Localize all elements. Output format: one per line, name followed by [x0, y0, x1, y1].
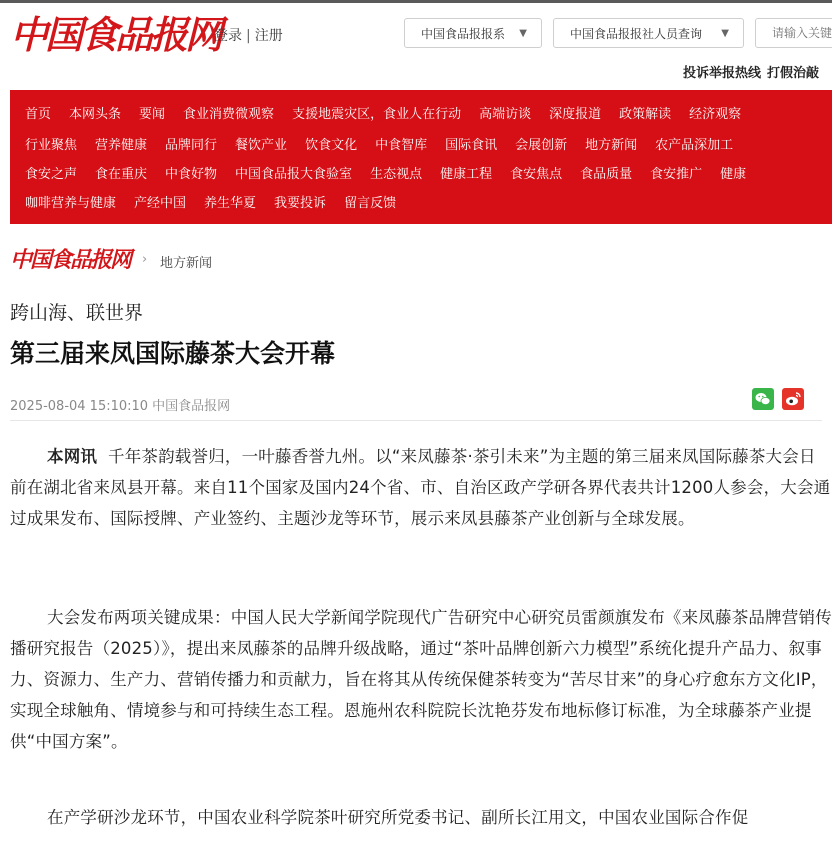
nav-item[interactable]: 饮食文化 — [305, 138, 358, 153]
newspaper-system-dropdown[interactable] — [404, 18, 542, 48]
nav-item[interactable]: 食安焦点 — [510, 167, 563, 182]
nav-item[interactable]: 健康工程 — [440, 167, 493, 182]
login-link[interactable]: 登录 — [214, 28, 242, 44]
anti-counterfeit-link[interactable]: 打假治敲 — [767, 66, 820, 81]
nav-item[interactable]: 本网头条 — [69, 107, 122, 122]
nav-item[interactable]: 国际食讯 — [445, 138, 498, 153]
nav-item[interactable]: 产经中国 — [134, 196, 187, 211]
nav-item[interactable]: 生态视点 — [370, 167, 423, 182]
nav-item[interactable]: 深度报道 — [549, 107, 602, 122]
nav-item[interactable]: 养生华夏 — [204, 196, 257, 211]
article-subtitle: 跨山海、联世界 — [10, 302, 144, 324]
chevron-right-icon: › — [142, 252, 148, 267]
nav-row-3 — [25, 160, 764, 189]
breadcrumb-category[interactable]: 地方新闻 — [160, 256, 213, 271]
nav-item[interactable]: 食安之声 — [25, 167, 78, 182]
meta-divider — [10, 420, 822, 421]
nav-item[interactable]: 行业聚焦 — [25, 138, 78, 153]
nav-item[interactable]: 咖啡营养与健康 — [25, 196, 117, 211]
dropdown-label: 中国食品报报社人员查询 — [570, 27, 703, 41]
paragraph-text: 千年茶韵载誉归，一叶藤香誉九州。以“来凤藤茶·茶引未来”为主题的第三届来凤国际藤茶大会日前在湖北省来凤县开幕。来自11个国家及国内24个省、市、自治区政产学研各界代表共计1200人参会，大会通过成果发布、国际授牌、产业签约、主题沙龙等环节，展示来凤县藤茶产业创新与全球发展。 — [10, 447, 831, 528]
nav-row-2 — [25, 131, 751, 160]
hotline-links — [683, 62, 825, 81]
nav-item[interactable]: 高端访谈 — [479, 107, 532, 122]
staff-query-dropdown[interactable] — [553, 18, 744, 48]
dropdown-label: 中国食品报报系 — [421, 27, 506, 41]
article-source: 中国食品报网 — [152, 399, 231, 414]
nav-item[interactable]: 要闻 — [139, 107, 166, 122]
nav-row-1 — [25, 100, 759, 129]
nav-item[interactable]: 餐饮产业 — [235, 138, 288, 153]
chevron-down-icon: ▼ — [519, 28, 527, 39]
article-paragraph — [10, 441, 832, 534]
nav-item[interactable]: 政策解读 — [619, 107, 672, 122]
article-paragraph: 大会发布两项关键成果：中国人民大学新闻学院现代广告研究中心研究员雷颜旗发布《来凤藤茶品牌营销传播研究报告（2025）》，提出来凤藤茶的品牌升级战略，通过“茶叶品牌创新六力模型”系统化提升产品力、叙事力、资源力、生产力、营销传播力和贡献力，旨在将其从传统保健茶转变为“苦尽甘来”的身心疗愈东方文化IP，实现全球触角、情境参与和可持续生态工程。恩施州农科院院长沈艳芬发布地标修订标准，为全球藤茶产业提供“中国方案”。 — [10, 608, 832, 751]
nav-item[interactable]: 留言反馈 — [344, 196, 397, 211]
nav-item[interactable]: 健康 — [720, 167, 747, 182]
nav-item[interactable]: 食品质量 — [580, 167, 633, 182]
nav-item[interactable]: 营养健康 — [95, 138, 148, 153]
main-nav — [10, 90, 832, 224]
breadcrumb-home-logo[interactable]: 中国食品报网 — [10, 247, 131, 273]
weibo-icon — [782, 388, 804, 410]
weibo-share-button[interactable] — [782, 388, 804, 410]
wechat-share-button[interactable] — [752, 388, 774, 410]
nav-item[interactable]: 中食智库 — [375, 138, 428, 153]
nav-item[interactable]: 食安推广 — [650, 167, 703, 182]
nav-item[interactable]: 地方新闻 — [585, 138, 638, 153]
chevron-down-icon: ▼ — [721, 28, 729, 39]
nav-item[interactable]: 农产品深加工 — [655, 138, 734, 153]
auth-links — [214, 25, 283, 45]
nav-item[interactable]: 支援地震灾区，食业人在行动 — [292, 107, 462, 122]
nav-row-4 — [25, 189, 414, 218]
search-input[interactable] — [755, 18, 832, 48]
lead-label: 本网讯 — [47, 447, 98, 466]
auth-separator: | — [246, 28, 251, 44]
nav-item[interactable]: 食在重庆 — [95, 167, 148, 182]
nav-item[interactable]: 首页 — [25, 107, 52, 122]
nav-item[interactable]: 中食好物 — [165, 167, 218, 182]
site-logo[interactable]: 中国食品报网 — [10, 12, 221, 57]
nav-item[interactable]: 我要投诉 — [274, 196, 327, 211]
nav-item[interactable]: 食业消费微观察 — [183, 107, 275, 122]
nav-item[interactable]: 会展创新 — [515, 138, 568, 153]
top-border — [0, 0, 832, 3]
register-link[interactable]: 注册 — [254, 28, 283, 44]
article-title: 第三届来凤国际藤茶大会开幕 — [10, 339, 336, 368]
nav-item[interactable]: 品牌同行 — [165, 138, 218, 153]
wechat-icon — [752, 388, 774, 410]
nav-item[interactable]: 经济观察 — [689, 107, 742, 122]
article-meta — [10, 395, 234, 414]
nav-item[interactable]: 中国食品报大食验室 — [235, 167, 353, 182]
publish-date: 2025-08-04 15:10:10 — [10, 399, 149, 414]
article-paragraph: 在产学研沙龙环节，中国农业科学院茶叶研究所党委书记、副所长江用文，中国农业国际合作促 — [47, 808, 749, 827]
complaint-hotline-link[interactable]: 投诉举报热线 — [683, 66, 762, 81]
